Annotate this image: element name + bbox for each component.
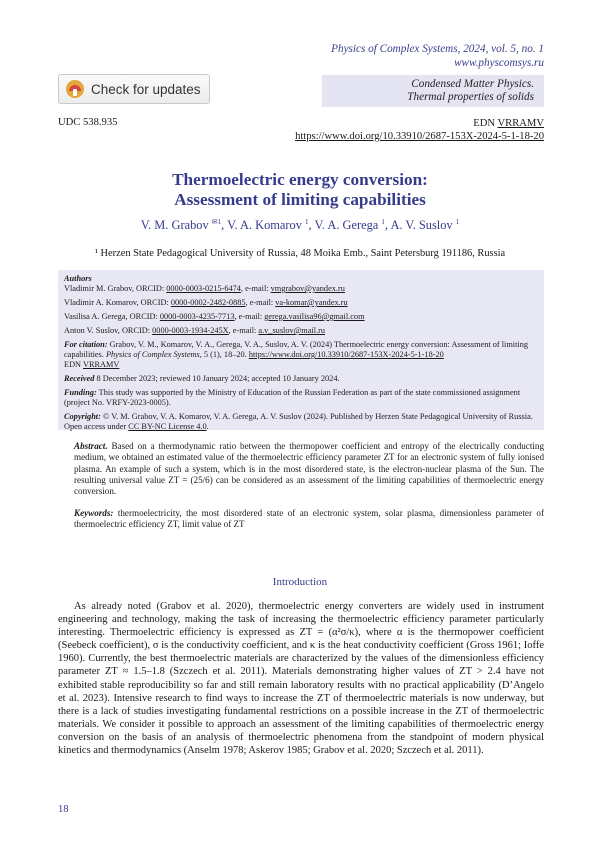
author-3: V. A. Gerega [314,218,379,233]
author-row-email-label: , e-mail: [245,298,276,307]
section-title-introduction: Introduction [272,576,328,588]
topic-line-1: Condensed Matter Physics. [411,78,534,90]
funding-label: Funding: [64,388,97,397]
author-list [0,218,600,233]
topic-box [322,75,544,107]
edn-doi-block [295,117,544,143]
citation-label: For citation: [64,340,108,349]
author-2: V. A. Komarov [227,218,302,233]
author-row [64,326,538,336]
author-separator: , [221,218,228,233]
author-row [64,312,538,322]
keywords-label: Keywords: [74,508,114,518]
author-row-name: Vladimir A. Komarov, ORCID: [64,298,171,307]
author-separator: , [308,218,315,233]
abstract [74,441,544,497]
author-row-email-label: , e-mail: [234,312,265,321]
author-1-mark: ✉1 [211,218,222,226]
author-row-email-label: , e-mail: [228,326,259,335]
affiliation: ¹ Herzen State Pedagogical University of Russia, 48 Moika Emb., Saint Petersburg 191186, Russia [94,248,506,259]
citation-edn-label: EDN [64,360,83,369]
author-row [64,298,538,308]
author-4: A. V. Suslov [390,218,453,233]
udc-code: UDC 538.935 [58,117,118,128]
author-1: V. M. Grabov [140,218,209,233]
abstract-text: Based on a thermodynamic ratio between the thermopower coefficient and entropy of the electrically conducting medium, we obtained an estimated value of the thermoelectric efficiency parameter ZT for an electronic system of fully ionised plasma. An example of such a system, which is in the most disordered state, is the electron-nuclear plasma of the Sun. The resulting universal value ZT = (25/6) can be considered as an assessment of the limiting capabilities of thermoelectric energy conversion. [74,441,544,497]
journal-citation-line: Physics of Complex Systems, 2024, vol. 5, no. 1 [331,43,544,55]
citation-volume: , 5 (1), 18–20. [199,350,249,359]
license-link[interactable]: CC BY-NC License 4.0 [128,422,207,431]
author-row [64,284,538,294]
keywords [74,508,544,531]
title-line-2: Assessment of limiting capabilities [174,190,426,209]
orcid-link[interactable]: 0000-0002-2482-0885 [170,298,246,307]
funding-text: This study was supported by the Ministry of Education of the Russian Federation as part of the state commissioned assignment (project No. VRFY-2023-0005). [64,388,521,407]
edn-link[interactable]: VRRAMV [497,118,544,129]
citation-text: Grabov, V. M., Komarov, V. A., Gerega, V. A., Suslov, A. V. (2024) Thermoelectric energy conversion: Assessment of limiting capabilities. [64,340,528,359]
received-block [64,374,538,384]
email-link[interactable]: vmgrabov@yandex.ru [270,284,345,293]
funding-block [64,388,538,408]
check-updates-label: Check for updates [91,81,201,97]
author-4-mark: 1 [455,218,460,226]
author-separator: , [384,218,391,233]
copyright-text: © V. M. Grabov, V. A. Komarov, V. A. Gerega, A. V. Suslov (2024). Published by Herzen State Pedagogical University of Russia. Open access under [64,412,533,431]
author-row-name: Anton V. Suslov, ORCID: [64,326,153,335]
orcid-link[interactable]: 0000-0003-0215-6474 [166,284,241,293]
copyright-block [64,412,538,432]
edn-label: EDN [473,118,498,129]
copyright-label: Copyright: [64,412,101,421]
license-end: . [206,422,209,431]
doi-link[interactable]: https://www.doi.org/10.33910/2687-153X-2024-5-1-18-20 [295,131,544,142]
orcid-link[interactable]: 0000-0003-1934-245X [152,326,229,335]
journal-header [331,42,544,70]
intro-paragraph-text: As already noted (Grabov et al. 2020), thermoelectric energy converters are widely used in instrument engineering and technology, making the task of increasing the thermoelectric efficiency parameter particularly interesting. Thermoelectric efficiency is expressed as ZT = (α²σ/κ), where α is the thermopower coefficient (Seebeck coefficient), σ is the conductivity coefficient, and κ is the heat conductivity coefficient (Gross 1961; Ioffe 1960). Currently, the best thermoelectric materials are characterized by the values of the dimensionless efficiency parameter ZT ≈ 1.5–1.8 (Szczech et al. 2011). Materials demonstrating higher values of ZT > 2.4 have not exhibited stable reproducibility so far and still remain laboratory results with no practical applicability (D’Angelo et al. 2023). Intensive research to find ways to increase the ZT of thermoelectric materials is now underway, but there is a lack of studies investigating fundamental restrictions on a possible increase in the ZT of thermoelectric materials. We consider it possible to approach an assessment of the limiting capabilities of thermoelectric energy conversion on the basis of an analysis of thermoelectric phenomena from the standpoint of modern physical kinetics and thermodynamics (Anselm 1978; Askerov 1985; Grabov et al. 2020; Szczech et al. 2011). [58,601,544,757]
author-3-mark: 1 [381,218,385,226]
authors-heading: Authors [64,274,92,283]
page-number: 18 [58,804,69,815]
author-2-mark: 1 [305,218,309,226]
email-link[interactable]: va-komar@yandex.ru [275,298,348,307]
author-info-box [58,270,544,430]
paper-title [0,170,600,210]
email-link[interactable]: a.v_suslov@mail.ru [258,326,326,335]
journal-website-link[interactable]: www.physcomsys.ru [454,57,544,69]
check-for-updates-button[interactable] [58,74,210,104]
orcid-link[interactable]: 0000-0003-4235-7713 [159,312,235,321]
received-label: Received [64,374,95,383]
author-row-name: Vladimir M. Grabov, ORCID: [64,284,167,293]
email-link[interactable]: gerega.vasilisa96@gmail.com [264,312,365,321]
citation-block [64,340,538,370]
author-row-email-label: , e-mail: [240,284,271,293]
topic-line-2: Thermal properties of solids [407,91,534,103]
abstract-label: Abstract. [74,441,108,451]
citation-edn-link[interactable]: VRRAMV [82,360,120,369]
received-text: 8 December 2023; reviewed 10 January 2024; accepted 10 January 2024. [94,374,340,383]
intro-paragraph [58,600,544,757]
citation-doi-link[interactable]: https://www.doi.org/10.33910/2687-153X-2024-5-1-18-20 [248,350,444,359]
check-updates-icon [65,79,85,99]
citation-journal: Physics of Complex Systems [105,350,200,359]
title-line-1: Thermoelectric energy conversion: [172,170,428,189]
keywords-text: thermoelectricity, the most disordered state of an electronic system, solar plasma, dimensionless parameter of thermoelectric efficiency ZT, limit value of ZT [74,508,544,530]
author-row-name: Vasilisa A. Gerega, ORCID: [64,312,160,321]
